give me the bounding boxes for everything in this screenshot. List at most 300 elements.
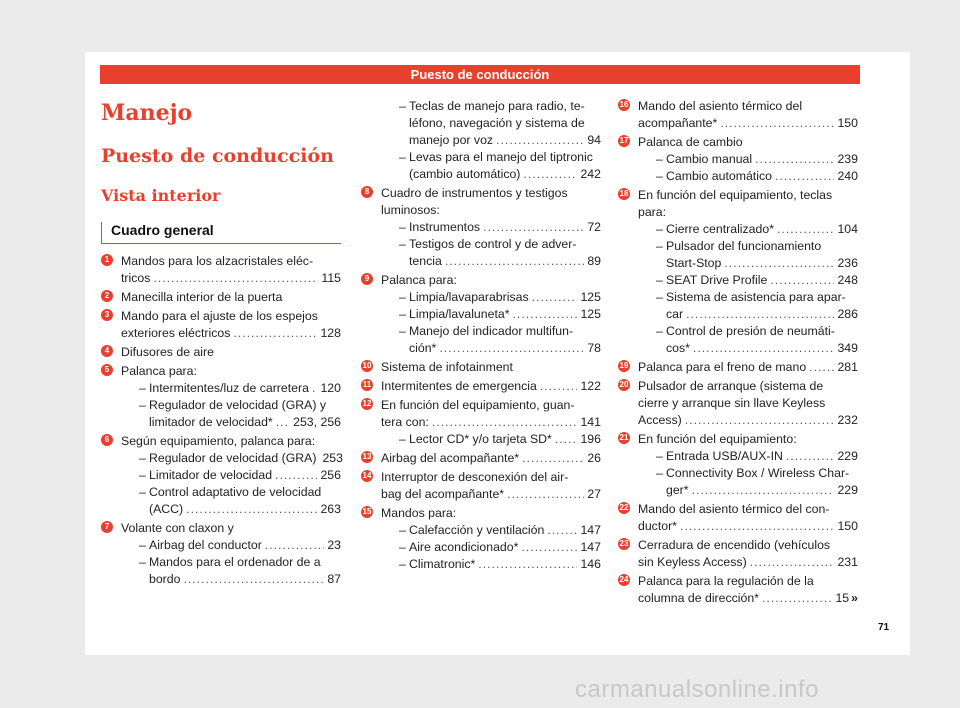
- legend-entry: [618, 573, 858, 607]
- legend-entry: [361, 397, 601, 448]
- entry-text: Lector CD* y/o tarjeta SD*: [409, 432, 552, 446]
- entry-text-line: Connectivity Box / Wireless Char-: [666, 466, 850, 480]
- legend-entry: [361, 359, 601, 376]
- dot-leader: [720, 115, 834, 132]
- callout-number-badge: 24: [619, 575, 629, 584]
- callout-number-badge: 12: [362, 399, 372, 408]
- dash-bullet: –: [399, 99, 406, 113]
- entry-text: tencia: [409, 254, 442, 268]
- dot-leader: [680, 518, 835, 535]
- entry-text-line: Mando del asiento térmico del: [638, 99, 803, 113]
- entry-text: Según equipamiento, palanca para:: [121, 434, 316, 448]
- dash-bullet: –: [399, 523, 406, 537]
- entry-text: Cambio automático: [666, 169, 772, 183]
- watermark: carmanualsonline.info: [575, 676, 819, 703]
- dot-leader: [523, 166, 577, 183]
- dash-bullet: –: [139, 451, 146, 465]
- callout-number-badge: 22: [619, 503, 629, 512]
- entry-text: ductor*: [638, 519, 677, 533]
- legend-entry: [361, 378, 601, 395]
- page-reference: 229: [837, 483, 858, 497]
- dash-bullet: –: [399, 290, 406, 304]
- legend-sub-entry: [638, 289, 858, 323]
- dash-bullet: –: [399, 557, 406, 571]
- entry-spacer: [101, 588, 341, 590]
- page-reference: 349: [837, 341, 858, 355]
- dot-leader: [755, 151, 834, 168]
- entry-text: Entrada USB/AUX-IN: [666, 449, 783, 463]
- dot-leader: [432, 414, 578, 431]
- dot-leader: [439, 340, 584, 357]
- dash-bullet: –: [139, 381, 146, 395]
- dot-leader: [693, 340, 835, 357]
- legend-sub-entry: [121, 537, 341, 554]
- dot-leader: [685, 412, 835, 429]
- page-reference: 104: [837, 222, 858, 236]
- legend-entry: [618, 378, 858, 429]
- page-number-text: 71: [878, 622, 890, 633]
- legend-entry: [618, 359, 858, 376]
- page-reference: 27: [587, 487, 601, 501]
- dot-leader: [496, 132, 584, 149]
- continued-marker: »: [851, 591, 858, 605]
- entry-text: Climatronic*: [409, 557, 476, 571]
- entry-last-line: [666, 151, 858, 168]
- entry-last-line: [409, 340, 601, 357]
- entry-text: Calefacción y ventilación: [409, 523, 545, 537]
- page-reference: 286: [837, 307, 858, 321]
- dot-leader: [809, 359, 834, 376]
- section-title: Puesto de conducción: [101, 145, 334, 167]
- callout-number-badge: 13: [362, 452, 372, 461]
- legend-entry: [101, 308, 341, 342]
- entry-text: Mandos para:: [381, 506, 457, 520]
- entry-last-line: [381, 378, 601, 395]
- legend-sub-entry: [381, 236, 601, 270]
- dot-leader: [153, 270, 318, 287]
- entry-text: Difusores de aire: [121, 345, 214, 359]
- page-reference: 236: [837, 256, 858, 270]
- legend-entry: [101, 253, 341, 287]
- entry-spacer: [361, 573, 601, 575]
- dash-bullet: –: [656, 290, 663, 304]
- entry-last-line: [666, 255, 858, 272]
- dash-bullet: –: [399, 324, 406, 338]
- entry-text: manejo por voz: [409, 133, 494, 147]
- callout-number-badge: 10: [362, 361, 372, 370]
- entry-text: Cierre centralizado*: [666, 222, 774, 236]
- entry-last-line: [409, 431, 601, 448]
- entry-last-line: [409, 253, 601, 270]
- entry-text: Palanca para:: [381, 273, 457, 287]
- legend-sub-entry: [121, 397, 341, 431]
- dash-bullet: –: [656, 324, 663, 338]
- entry-text-line: Interruptor de desconexión del air-: [381, 470, 569, 484]
- callout-number-badge: 4: [101, 345, 113, 357]
- legend-sub-entry: [121, 380, 341, 397]
- entry-last-line: [121, 363, 341, 380]
- dash-bullet: –: [399, 307, 406, 321]
- entry-last-line: [666, 482, 858, 499]
- entry-text: luminosos:: [381, 203, 440, 217]
- entry-text-line: Mandos para los alzacristales eléc-: [121, 254, 314, 268]
- legend-sub-entry: [381, 289, 601, 306]
- entry-text: bag del acompañante*: [381, 487, 505, 501]
- dot-leader: [686, 306, 834, 323]
- page-reference: 248: [837, 273, 858, 287]
- chapter-title: Manejo: [101, 100, 193, 126]
- page-reference: 125: [580, 307, 601, 321]
- dot-leader: [770, 272, 834, 289]
- page-reference: 196: [580, 432, 601, 446]
- legend-entry: [101, 344, 341, 361]
- dot-leader: [233, 325, 317, 342]
- entry-text-line: Pulsador de arranque (sistema de: [638, 379, 824, 393]
- page-reference: 125: [580, 290, 601, 304]
- legend-sub-entry: [381, 149, 601, 183]
- entry-last-line: [381, 359, 601, 376]
- entry-last-line: [149, 537, 341, 554]
- dot-leader: [786, 448, 835, 465]
- legend-sub-entry: [381, 219, 601, 236]
- entry-last-line: [381, 486, 601, 503]
- entry-last-line: [149, 450, 341, 467]
- legend-sub-entry: [638, 238, 858, 272]
- entry-last-line: [666, 340, 858, 357]
- dash-bullet: –: [399, 432, 406, 446]
- callout-number-badge: 18: [619, 189, 629, 198]
- page-reference: 94: [587, 133, 601, 147]
- page-reference: 23: [327, 538, 341, 552]
- page-reference: 120: [320, 381, 341, 395]
- entry-text: Cambio manual: [666, 152, 753, 166]
- entry-text: cos*: [666, 341, 690, 355]
- dot-leader: [186, 501, 317, 518]
- overview-heading: Cuadro general: [111, 222, 214, 238]
- entry-last-line: [666, 306, 858, 323]
- entry-text-line: Teclas de manejo para radio, te-: [409, 99, 585, 113]
- callout-number-badge: 15: [362, 507, 372, 516]
- entry-text: ger*: [666, 483, 689, 497]
- dot-leader: [275, 467, 317, 484]
- entry-text: Airbag del conductor: [149, 538, 262, 552]
- legend-sub-entry: [121, 554, 341, 588]
- entry-text-line: léfono, navegación y sistema de: [409, 116, 585, 130]
- dash-bullet: –: [656, 466, 663, 480]
- page-reference: 26: [587, 451, 601, 465]
- legend-sub-entry: [638, 221, 858, 238]
- entry-last-line: [638, 115, 858, 132]
- entry-last-line: [121, 433, 341, 450]
- entry-last-line: [121, 325, 341, 342]
- entry-last-line: [638, 518, 858, 535]
- dash-bullet: –: [399, 220, 406, 234]
- entry-text: Limitador de velocidad: [149, 468, 273, 482]
- entry-text: Volante con claxon y: [121, 521, 234, 535]
- callout-number-badge: 1: [101, 254, 113, 266]
- page-number: [878, 622, 889, 633]
- entry-last-line: [409, 289, 601, 306]
- dash-bullet: –: [656, 152, 663, 166]
- legend-entry: [101, 520, 341, 588]
- dash-bullet: –: [139, 468, 146, 482]
- entry-last-line: [638, 554, 858, 571]
- legend-entry: [618, 98, 858, 132]
- entry-last-line: [121, 520, 341, 537]
- dot-leader: [478, 556, 577, 573]
- entry-text: limitador de velocidad*: [149, 415, 273, 429]
- entry-text: Limpia/lavaluneta*: [409, 307, 510, 321]
- entry-text-line: Regulador de velocidad (GRA) y: [149, 398, 327, 412]
- entry-text: Start-Stop: [666, 256, 722, 270]
- heading-accent-tick: [101, 222, 102, 243]
- entry-text: car: [666, 307, 684, 321]
- callout-number-badge: 2: [101, 290, 113, 302]
- entry-text: Airbag del acompañante*: [381, 451, 520, 465]
- legend-entry: [361, 98, 601, 183]
- dash-bullet: –: [139, 555, 146, 569]
- dot-leader: [775, 168, 835, 185]
- entry-text-line: Mandos para el ordenador de a: [149, 555, 321, 569]
- entry-text-line: Testigos de control y de adver-: [409, 237, 577, 251]
- section-header-bar: Puesto de conducción: [100, 65, 860, 84]
- entry-text: Regulador de velocidad (GRA): [149, 451, 317, 465]
- entry-last-line: [409, 306, 601, 323]
- entry-text: (cambio automático): [409, 167, 521, 181]
- dot-leader: [265, 537, 325, 554]
- legend-sub-entry: [121, 450, 341, 467]
- entry-text: En función del equipamiento:: [638, 432, 797, 446]
- dot-leader: [750, 554, 835, 571]
- legend-sub-entry: [638, 323, 858, 357]
- callout-number-badge: 16: [619, 100, 629, 109]
- page-reference: 150: [837, 519, 858, 533]
- legend-sub-entry: [121, 467, 341, 484]
- entry-text: Access): [638, 413, 682, 427]
- entry-text: acompañante*: [638, 116, 718, 130]
- entry-last-line: [409, 522, 601, 539]
- entry-last-line: [409, 166, 601, 183]
- page-reference: 256: [320, 468, 341, 482]
- entry-text: tera con:: [381, 415, 429, 429]
- entry-last-line: [149, 380, 341, 397]
- page-reference: 146: [580, 557, 601, 571]
- entry-text-line: Mando para el ajuste de los espejos: [121, 309, 318, 323]
- dot-leader: [777, 221, 834, 238]
- entry-last-line: [638, 359, 858, 376]
- dash-bullet: –: [139, 485, 146, 499]
- entry-last-line: [381, 450, 601, 467]
- callout-number-badge: 8: [361, 186, 373, 198]
- entry-text: Intermitentes/luz de carretera: [149, 381, 309, 395]
- entry-text-line: Levas para el manejo del tiptronic: [409, 150, 593, 164]
- entry-text: sin Keyless Access): [638, 555, 747, 569]
- entry-last-line: [666, 221, 858, 238]
- callout-number-badge: 19: [619, 361, 629, 370]
- entry-last-line: [121, 289, 341, 306]
- entry-text: Limpia/lavaparabrisas: [409, 290, 529, 304]
- dot-leader: [312, 380, 318, 397]
- dot-leader: [547, 522, 577, 539]
- legend-entry: [361, 450, 601, 467]
- entry-last-line: [409, 539, 601, 556]
- legend-column-1: [101, 253, 341, 590]
- entry-text-line: Pulsador del funcionamiento: [666, 239, 822, 253]
- dot-leader: [507, 486, 584, 503]
- legend-entry: [618, 187, 858, 357]
- entry-text-line: Cuadro de instrumentos y testigos: [381, 186, 568, 200]
- entry-last-line: [638, 590, 858, 607]
- legend-sub-entry: [638, 151, 858, 168]
- dash-bullet: –: [656, 273, 663, 287]
- entry-last-line: [666, 448, 858, 465]
- page-reference: 128: [320, 326, 341, 340]
- entry-last-line: [638, 431, 858, 448]
- dot-leader: [555, 431, 578, 448]
- entry-last-line: [638, 412, 858, 429]
- page-reference: 115: [321, 271, 341, 285]
- callout-number-badge: 23: [619, 539, 629, 548]
- entry-text-line: cierre y arranque sin llave Keyless: [638, 396, 826, 410]
- entry-text: exteriores eléctricos: [121, 326, 231, 340]
- page-reference: 89: [587, 254, 601, 268]
- dot-leader: [762, 590, 832, 607]
- page-reference: 147: [580, 540, 601, 554]
- legend-entry: [361, 272, 601, 357]
- legend-sub-entry: [638, 168, 858, 185]
- legend-entry: [361, 505, 601, 573]
- legend-sub-entry: [381, 431, 601, 448]
- entry-text-line: Sistema de asistencia para apar-: [666, 290, 846, 304]
- legend-column-3: [618, 98, 858, 609]
- legend-entry: [101, 363, 341, 431]
- entry-last-line: [381, 202, 601, 219]
- entry-text: tricos: [121, 271, 151, 285]
- callout-number-badge: 11: [362, 380, 372, 389]
- entry-last-line: [149, 501, 341, 518]
- entry-last-line: [121, 344, 341, 361]
- legend-entry: [618, 431, 858, 499]
- callout-number-badge: 5: [101, 364, 113, 376]
- entry-spacer: [618, 607, 858, 609]
- dash-bullet: –: [399, 150, 406, 164]
- dot-leader: [522, 450, 584, 467]
- legend-sub-entry: [381, 323, 601, 357]
- entry-text-line: Control de presión de neumáti-: [666, 324, 835, 338]
- dot-leader: [532, 289, 578, 306]
- callout-number-badge: 20: [619, 380, 629, 389]
- entry-last-line: [149, 571, 341, 588]
- page-reference: 147: [580, 523, 601, 537]
- entry-text-line: En función del equipamiento, teclas: [638, 188, 833, 202]
- page-reference: 231: [837, 555, 858, 569]
- page-reference: 253: [322, 451, 343, 465]
- entry-text: Palanca para el freno de mano: [638, 360, 807, 374]
- entry-last-line: [381, 505, 601, 522]
- page-reference: 78: [587, 341, 601, 355]
- dash-bullet: –: [139, 538, 146, 552]
- callout-number-badge: 7: [101, 521, 113, 533]
- entry-last-line: [381, 414, 601, 431]
- dash-bullet: –: [656, 449, 663, 463]
- callout-number-badge: 21: [619, 433, 629, 442]
- callout-number-badge: 17: [619, 136, 629, 145]
- subsection-title: Vista interior: [101, 186, 221, 205]
- legend-sub-entry: [121, 484, 341, 518]
- entry-last-line: [409, 219, 601, 236]
- dash-bullet: –: [656, 239, 663, 253]
- legend-sub-entry: [638, 272, 858, 289]
- entry-last-line: [121, 270, 341, 287]
- dot-leader: [483, 219, 584, 236]
- entry-text: columna de dirección*: [638, 591, 759, 605]
- page-reference: 281: [837, 360, 858, 374]
- entry-text: Palanca para:: [121, 364, 197, 378]
- entry-text: Aire acondicionado*: [409, 540, 519, 554]
- entry-last-line: [638, 204, 858, 221]
- callout-number-badge: 3: [101, 309, 113, 321]
- callout-number-badge: 6: [101, 434, 113, 446]
- entry-last-line: [666, 272, 858, 289]
- entry-last-line: [666, 168, 858, 185]
- entry-last-line: [149, 414, 341, 431]
- entry-text-line: Cerradura de encendido (vehículos: [638, 538, 831, 552]
- entry-last-line: [381, 272, 601, 289]
- dash-bullet: –: [656, 222, 663, 236]
- entry-text-line: Control adaptativo de velocidad: [149, 485, 322, 499]
- entry-text: Sistema de infotainment: [381, 360, 513, 374]
- page-reference: 150: [837, 116, 858, 130]
- legend-entry: [101, 289, 341, 306]
- entry-text: Palanca de cambio: [638, 135, 743, 149]
- entry-text-line: En función del equipamiento, guan-: [381, 398, 575, 412]
- page-reference: 232: [837, 413, 858, 427]
- legend-sub-entry: [381, 556, 601, 573]
- entry-last-line: [409, 132, 601, 149]
- dot-leader: [540, 378, 578, 395]
- page-reference: 15 »: [835, 591, 858, 605]
- page-reference: 122: [580, 379, 601, 393]
- legend-column-2: [361, 98, 601, 575]
- legend-entry: [361, 469, 601, 503]
- entry-last-line: [638, 134, 858, 151]
- dot-leader: [276, 414, 290, 431]
- dot-leader: [183, 571, 324, 588]
- entry-text: Intermitentes de emergencia: [381, 379, 537, 393]
- page-reference: 239: [837, 152, 858, 166]
- dash-bullet: –: [139, 398, 146, 412]
- entry-last-line: [149, 467, 341, 484]
- legend-sub-entry: [638, 448, 858, 465]
- entry-text: ción*: [409, 341, 437, 355]
- page-reference: 229: [837, 449, 858, 463]
- entry-text-line: Manejo del indicador multifun-: [409, 324, 574, 338]
- legend-sub-entry: [381, 539, 601, 556]
- entry-text: Manecilla interior de la puerta: [121, 290, 283, 304]
- entry-text: Instrumentos: [409, 220, 481, 234]
- dash-bullet: –: [399, 237, 406, 251]
- page-reference: 87: [327, 572, 341, 586]
- legend-sub-entry: [381, 522, 601, 539]
- legend-entry: [618, 537, 858, 571]
- dot-leader: [724, 255, 834, 272]
- page-reference: 263: [320, 502, 341, 516]
- entry-text-line: Palanca para la regulación de la: [638, 574, 814, 588]
- heading-underline: [101, 243, 341, 244]
- dot-leader: [521, 539, 577, 556]
- callout-number-badge: 14: [362, 471, 372, 480]
- entry-text: bordo: [149, 572, 181, 586]
